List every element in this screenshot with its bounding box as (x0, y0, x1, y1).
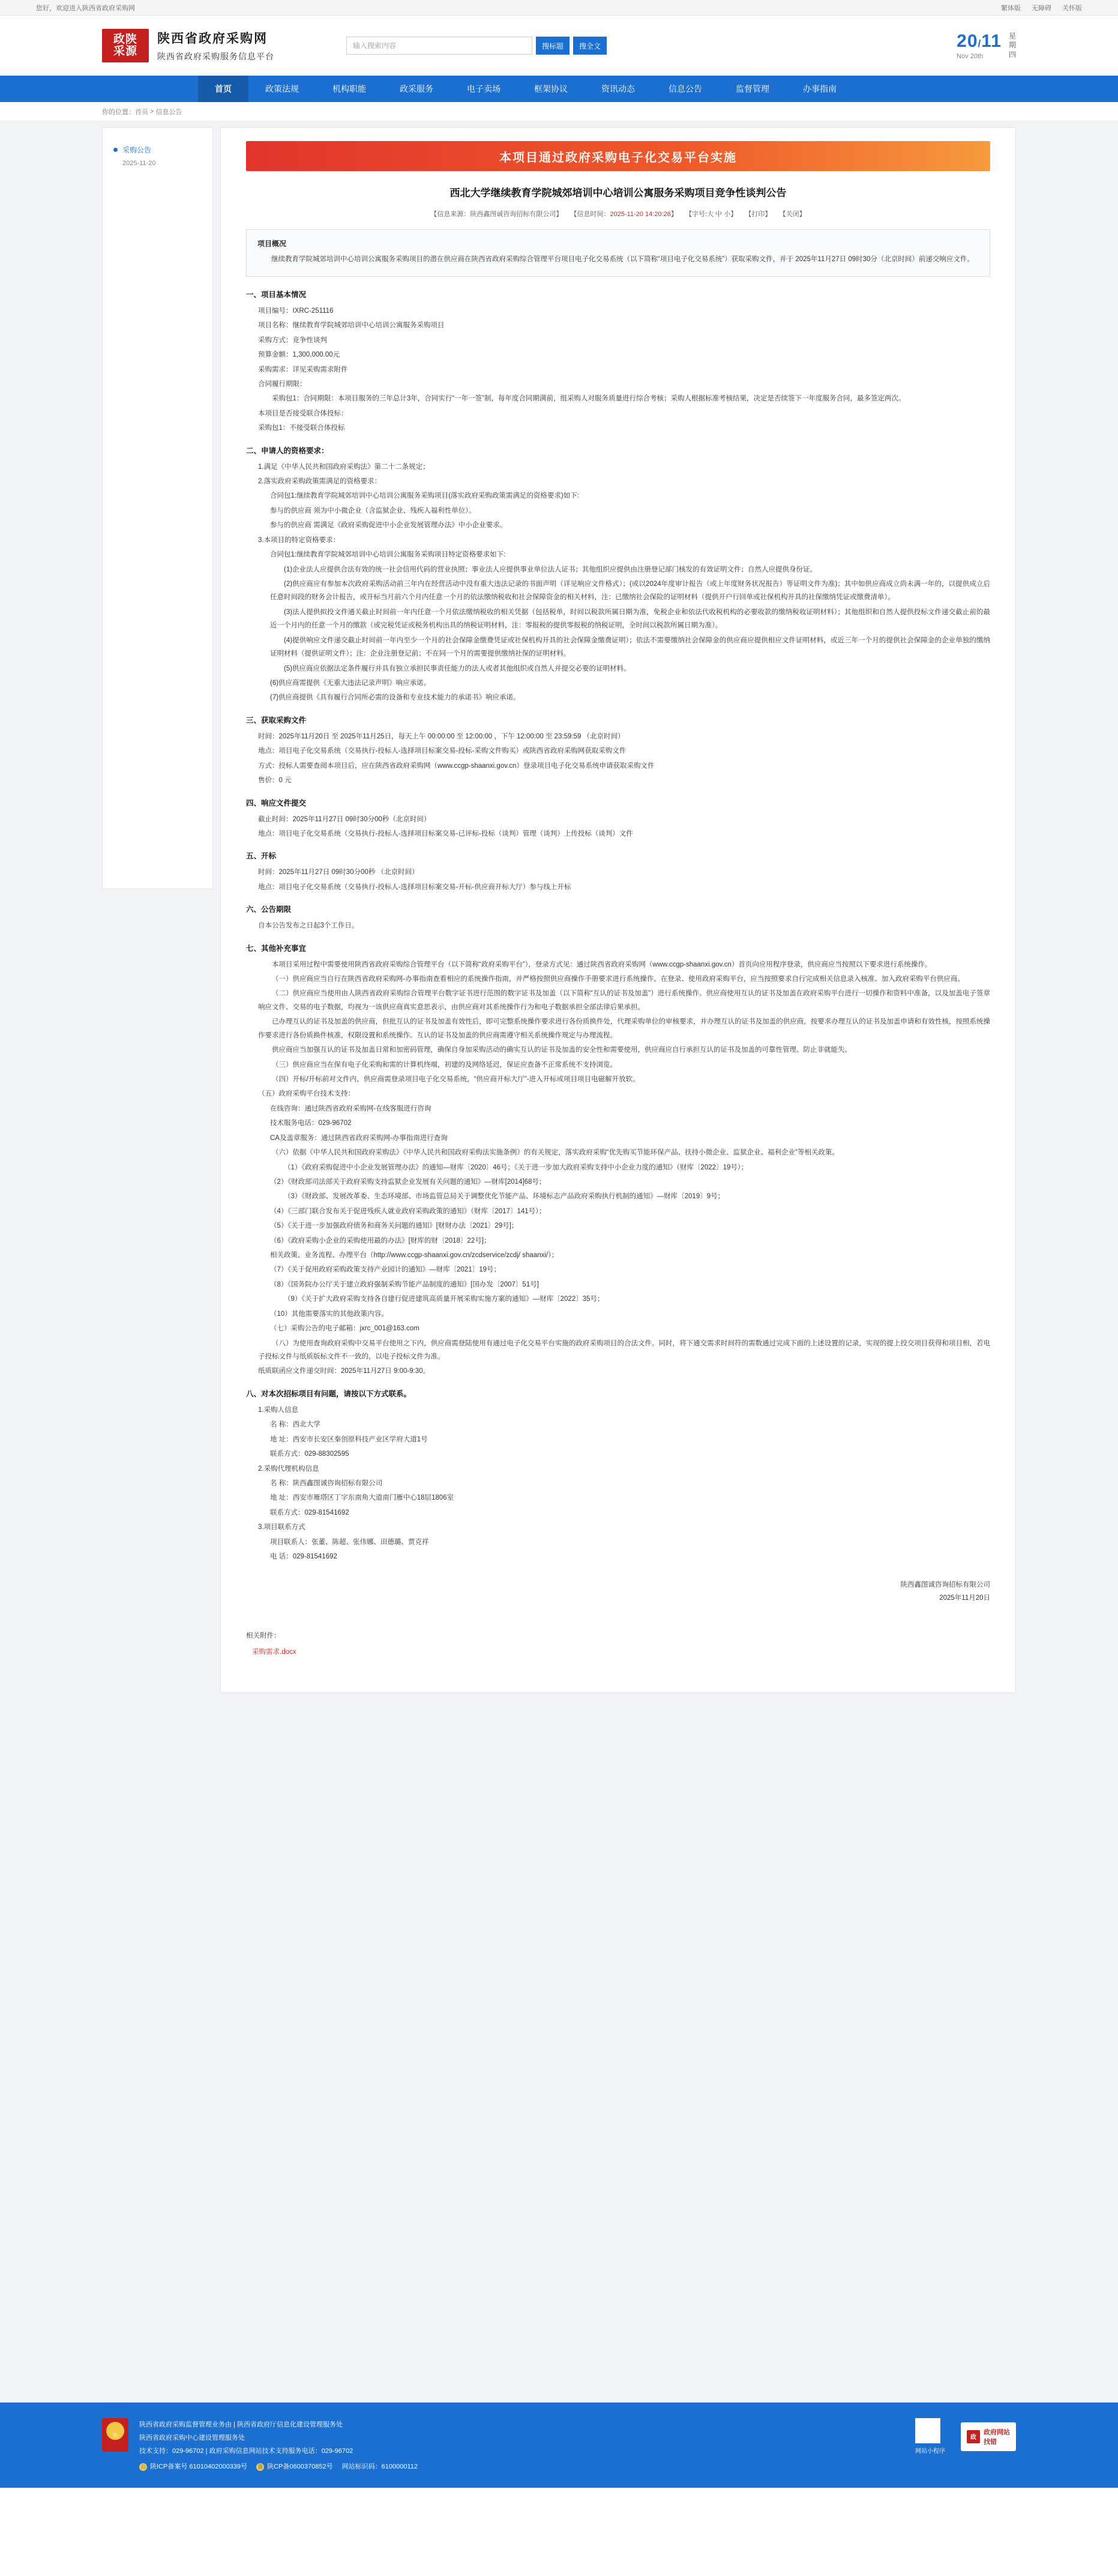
section-paragraph: （一）供应商应当自行在陕西省政府采购网-办事指南查看相应的系统操作指南，并严格按照供应商操作手册要求进行系统操作。在登录、使用政府采购平台，应当按照要求自行完成相关信息录入核准、加入政府采购平台供应商。 (272, 976, 964, 983)
sidebar (102, 127, 213, 889)
nav-item-home[interactable]: 首页 (198, 76, 248, 102)
section-paragraph: 自本公告发布之日起3个工作日。 (258, 922, 359, 930)
section-paragraph: 地 址：西安市长安区秦创原科技产业区学府大道1号 (270, 1435, 428, 1443)
section-paragraph: (3)法人提供拟投文件通关截止时间前一年内任意一个月依法缴纳税收的相关凭据（包括税单，时间以税款所属日期为准，免税企业和依法代收税机构的必要收款的缴纳税收证明材料）；其他组织和自然人提供投标文件递交截止前的最近一个月内的任意一个月的缴款（或完税凭证或税务机构出具的纳税证明材料，注：零报税的提供零报税的纳税证明，全时间以税款所属日期为准）。 (270, 608, 990, 630)
footer-line-2: 技术支持：029-96702 | 政府采购信息网站技术支持服务电话：029-96702 (139, 2448, 353, 2455)
top-utility-bar (0, 0, 1118, 16)
signature-block (246, 1579, 990, 1605)
section-paragraph: （四）开标/开标前对文件内，供应商需登录项目电子化交易系统，“供应商开标大厅”-进入开标或项目项目电磁解开放软。 (272, 1075, 640, 1083)
section-paragraph: 截止时间：2025年11月27日 09时30分00秒（北京时间） (258, 815, 431, 823)
section-paragraph: 时间：2025年11月27日 09时30分00秒 （北京时间） (258, 869, 419, 876)
section-paragraph: (5)供应商应依据法定条件履行并具有独立承担民事责任能力的法人或者其他组织或自然人并提交必要的证明材料。 (284, 665, 631, 672)
footer-badge-2: 网站标识码：6100000112 (341, 2463, 418, 2470)
section-paragraph: (4)提供响应文件递交截止时间前一年内至少一个月的社会保障金缴费凭证或社保机构开具的社会保障金缴费证明）；依法不需要缴纳社会保障金的供应商应提供相应文件证明材料，或近三年一个月的提供社会保障金的企业单独的缴纳证明材料（提供证明文件）；注：企业注册登记前；不在同一个月的需要提供缴纳社保的证明材料。 (270, 636, 990, 658)
site-name: 陕西省政府采购网 (157, 32, 268, 46)
overview-heading: 项目概况 (257, 240, 287, 248)
date-display (957, 31, 1016, 60)
section-heading: 四、响应文件提交 (246, 798, 307, 807)
nav-item-news[interactable]: 资讯动态 (601, 84, 635, 94)
section-paragraph: 地点：项目电子化交易系统（交易执行-投标人-选择项目标案交易-投标-采购文件购买）或陕西省政府采购网获取采购文件 (258, 747, 627, 755)
section-paragraph: 采购包1：不接受联合体投标 (258, 424, 345, 432)
signature-date: 2025年11月20日 (939, 1594, 990, 1602)
icp-icon: 备 (257, 2464, 263, 2470)
section-heading: 八、对本次招标项目有问题，请按以下方式联系。 (246, 1389, 412, 1398)
topbar-link-0[interactable]: 繁体版 (1001, 4, 1021, 12)
nav-item-services[interactable]: 政采服务 (400, 84, 433, 94)
section-paragraph: （7）《关于促用政府采购政策支持产业园计的通知》—财库〔2021〕19号； (270, 1266, 501, 1274)
date-daymonth: 20/11 (957, 31, 1002, 51)
article-meta (246, 209, 990, 219)
section-heading: 一、项目基本情况 (246, 290, 307, 299)
nav-item-guide[interactable]: 办事指南 (803, 84, 837, 94)
banner-notice: 本项目通过政府采购电子化交易平台实施 (246, 141, 990, 171)
article-sections (246, 289, 990, 1564)
sidebar-item-announcement[interactable] (103, 141, 212, 158)
footer-line-0: 陕西省政府采购监督管理业务由 | 陕西省政府厅信息化建设管理服务处 (139, 2421, 343, 2428)
section-heading: 二、申请人的资格要求： (246, 446, 329, 455)
section-paragraph: （10）其他需要落实的其他政策内容。 (270, 1310, 388, 1318)
logo-emblem-icon: 政陕 采源 (102, 29, 149, 62)
overview-box (246, 229, 990, 277)
section-paragraph: 地点：项目电子化交易系统（交易执行-投标人-选择项目标案交易-已评标-投标（谈判）管理（谈判）上传投标（谈判）文件 (258, 830, 633, 837)
nav-item-policy[interactable]: 政策法规 (265, 84, 299, 94)
article-content (220, 127, 1016, 1693)
bullet-icon (113, 148, 118, 152)
section-paragraph: 本项目是否接受联合体投标： (258, 409, 348, 417)
section-paragraph: （8）《国务院办公厅关于建立政府强制采购节能产品制度的通知》[国办发〔2007〕51号] (270, 1280, 539, 1288)
meta-time-label: 【信息时间： (570, 211, 610, 218)
attachment-label: 相关附件： (246, 1632, 281, 1640)
section-paragraph: 合同履行期限： (258, 380, 307, 388)
section-paragraph: 纸质联函应文件递交时间：2025年11月27日 9:00-9:30。 (258, 1368, 430, 1375)
print-button[interactable]: 【打印】 (745, 211, 772, 218)
overview-text: 继续教育学院城郊培训中心培训公寓服务采购项目的潜在供应商在陕西省政府采购综合管理平台项目电子化交易系统（以下简称“项目电子化交易系统”）获取采购文件，并于 2025年11月27日 09时30分（北京时间）前递交响应文件。 (271, 256, 974, 263)
section-heading: 三、获取采购文件 (246, 716, 307, 725)
meta-source-label: 【信息来源： (430, 211, 470, 218)
site-logo[interactable] (102, 29, 274, 62)
section-paragraph: （八）为使用查询政府采购中交易平台使用之下内，供应商需登陆使用有通过电子化交易平台实施的政府采购项目的合法文件。同时，将下通交需求时间符的需数通过完成下面的上述设置的记录，实现的提上投交项目获得和项目相，若电子投标文件与纸质版标文件不一致的，以电子投标文件为准。 (258, 1339, 990, 1360)
search-fulltext-button[interactable]: 搜全文 (573, 37, 607, 55)
section-paragraph: 采购需求：详见采购需求附件 (258, 366, 348, 373)
section-paragraph: 参与的供应商 须为中小微企业（含监狱企业、残疾人福利性单位）。 (270, 507, 476, 514)
date-sub: Nov 20th (957, 53, 984, 60)
section-paragraph: 3.项目联系方式 (258, 1524, 305, 1531)
site-footer (0, 2403, 1118, 2488)
section-paragraph: 2.采购代理机构信息 (258, 1465, 319, 1473)
site-subname: 陕西省政府采购服务信息平台 (157, 52, 274, 61)
greeting-text: 您好，欢迎进入陕西省政府采购网 (36, 4, 135, 12)
section-paragraph: （六）依据《中华人民共和国政府采购法》《中华人民共和国政府采购法实施条例》的有关规定，落实政府采购“优先购买节能环保产品、扶持小微企业、监狱企业、福利企业”等相关政策。 (272, 1149, 839, 1157)
nav-item-emarket[interactable]: 电子卖场 (467, 84, 500, 94)
section-paragraph: （4）《三部门联合发布关于促进残疾人就业政府采购政策的通知》（财库〔2017〕141号）； (270, 1207, 546, 1215)
section-paragraph: （1）《政府采购促进中小企业发展管理办法》的通知—财库〔2020〕46号；《关于进一步加大政府采购支持中小企业力度的通知》（财库〔2022〕19号）； (284, 1163, 748, 1171)
meta-source-end: 】 (556, 211, 563, 218)
qr-label: 网站小程序 (915, 2448, 945, 2455)
section-paragraph: （6）《政府采购小企业的采购使用最的办法》[财库的财〔2018〕22号]； (270, 1237, 491, 1244)
attachment-link[interactable]: 采购需求.docx (252, 1648, 296, 1656)
meta-time-end: 】 (670, 211, 678, 218)
topbar-link-2[interactable]: 关怀版 (1062, 4, 1082, 12)
section-paragraph: 地 址：西安市雁塔区丁字东南角大道南门雁中心18层1806室 (270, 1494, 454, 1502)
site-header (0, 16, 1118, 76)
section-paragraph: （二）供应商应当使用由人陕西省政府采购综合管理平台数字证书进行范围的数字证书及加盖（以下简称“互认的证书及加盖”）进行系统操作。供应商使用互认的证书及加盖在政府采购平台进行一切操作和资料中准备，以及加盖电子签章响应文件、交易的电子数据，均视为一该供应商真实意思表示，由供应商对其系统操作行为和电子数据承担全部法律后果承担。 (258, 990, 990, 1011)
section-paragraph: 地点：项目电子化交易系统（交易执行-投标人-选择项目标案交易-开标-供应商开标大厅）参与线上开标 (258, 883, 571, 891)
footer-line-1: 陕西省政府采购中心建设管理服务处 (139, 2434, 245, 2442)
qr-code-icon (915, 2418, 940, 2443)
section-paragraph: （三）供应商应当在保有电子化采购和需的计算机终端，初建的及网络延迟，保证应查备不正常系统不支持浏览。 (272, 1061, 617, 1069)
section-heading: 六、公告期限 (246, 905, 292, 914)
section-paragraph: 供应商应当加强互认的证书及加盖日常和加密码管理，确保自身加采购活动的确实互认的证书及加盖的安全性和需要使用，供应商应自行承担互认的证书及加盖的可靠性管理、防止非就能失。 (272, 1046, 852, 1054)
section-paragraph: 参与的供应商 需满足《政府采购促进中小企业发展管理办法》中小企业要求。 (270, 522, 507, 529)
sidebar-item-label: 采购公告 (122, 146, 152, 154)
breadcrumb-prefix: 你的位置： (102, 108, 135, 116)
page-body (0, 121, 1118, 2403)
section-paragraph: （5）《关于进一步加强政府债务和商务关问题的通知》[财财办法〔2021〕29号]； (270, 1222, 518, 1230)
breadcrumb-sep: > (148, 107, 156, 115)
section-paragraph: （9）《关于扩大政府采购支持各自建行促进建筑高质量开展采购实施方案的通知》—财库〔2022〕35号； (284, 1296, 604, 1303)
section-paragraph: 联系方式：029-81541692 (270, 1509, 349, 1516)
meta-fontsize-end: 】 (730, 211, 738, 218)
section-paragraph: (1)企业法人应提供合法有效的统一社会信用代码的营业执照；事业法人应提供事业单位法人证书；其他组织应提供由注册登记部门核发的有效证明文件；自然人应提供身份证。 (284, 566, 817, 573)
section-paragraph: 预算金额：1,300,000.00元 (258, 351, 340, 359)
section-paragraph: 名 称：西北大学 (270, 1421, 320, 1429)
section-paragraph: （七）采购公告的电子邮箱：jxrc_001@163.com (270, 1325, 419, 1333)
nav-item-functions[interactable]: 机构职能 (332, 84, 366, 94)
section-paragraph: 合同包1:继续教育学院城郊培训中心培训公寓服务采购项目特定资格要求如下: (270, 551, 506, 559)
section-paragraph: 在线咨询：通过陕西省政府采购网-在线客服进行咨询 (270, 1105, 431, 1112)
section-paragraph: (7)供应商提供《具有履行合同所必需的设备和专业技术能力的承诺书》响应承诺。 (270, 694, 520, 702)
breadcrumb-item-home[interactable]: 首页 (135, 108, 148, 116)
section-paragraph: 方式：投标人需要查阅本项目后，应在陕西省政府采购网（www.ccgp-shaanxi.gov.cn）登录项目电子化交易系统申请获取采购文件 (258, 762, 655, 770)
search-input[interactable]: 输入搜索内容 (346, 37, 532, 55)
breadcrumb-item-announcements[interactable]: 信息公告 (155, 108, 182, 116)
section-paragraph: 采购包1：合同期限：本项目服务的三年总计3年，合同实行“一年一签”制，每年度合同期满前，组采购人对服务质量进行综合考核；采购人根据标准考核结果，决定是否续签下一年度服务合同，最多签定两次。 (272, 395, 906, 403)
section-heading: 五、开标 (246, 852, 277, 861)
section-paragraph: （五）政府采购平台技术支持： (258, 1090, 355, 1098)
national-emblem-icon: 徽 (102, 2418, 128, 2452)
meta-fontsize-label: 【字号: (685, 211, 708, 218)
section-paragraph: 采购方式：竞争性谈判 (258, 336, 327, 344)
footer-badge-1[interactable]: 备 陕CP备0600370852号 (257, 2463, 333, 2470)
main-navigation (0, 76, 1118, 102)
section-paragraph: 2.落实政府采购政策需满足的资格要求： (258, 478, 382, 486)
section-paragraph: 合同包1:继续教育学院城郊培训中心培训公寓服务采购项目(落实政府采购政策需满足的资格要求)如下: (270, 492, 579, 500)
page-title: 西北大学继续教育学院城郊培训中心培训公寓服务采购项目竞争性谈判公告 (449, 187, 787, 199)
footer-badge-0[interactable]: 公 陕ICP备案号 61010402000339号 (140, 2463, 248, 2470)
section-paragraph: 项目联系人：张董、陈超、张伟娜、田德璐、贾克祥 (270, 1538, 429, 1546)
section-paragraph: (2)供应商应有参加本次政府采购活动前三年内在经营活动中没有重大违法记录的书面声明（详见响应文件格式）；(或以2024年度审计报告（或上年度财务状况报告）等证明文件为准)；其中如供应商成立尚未满一年的，以提供成立后任意时间段的财务会计报告，或开标当月前六个月内任意一个月的依法缴纳税收和社会保障资金的相关材料，注：已缴纳社会保险的证明材料（提供开户行回单或社保机构开具的社保缴纳凭证或缴费清单）。 (270, 581, 990, 602)
section-paragraph: 电 话：029-81541692 (270, 1553, 337, 1561)
section-paragraph: 相关政策、业务流程、办理平台（http://www.ccgp-shaanxi.gov.cn/zcdservice/zcdj/ shaanxi/）； (270, 1252, 559, 1259)
section-paragraph: 时间：2025年11月20日 至 2025年11月25日，每天上午 00:00:00 至 12:00:00 ，下午 12:00:00 至 23:59:59 （北京时间） (258, 732, 625, 740)
gov-report-label: 政府网站 找错 (984, 2428, 1010, 2446)
topbar-link-1[interactable]: 无障碍 (1032, 4, 1051, 12)
section-paragraph: 项目名称：继续教育学院城郊培训中心培训公寓服务采购项目 (258, 322, 445, 330)
section-paragraph: （3）《财政部、发展改革委、生态环境部、市场监管总局关于调整优化节能产品、环境标志产品政府采购执行机制的通知》—财库〔2019〕9号； (284, 1193, 725, 1201)
section-paragraph: 售价：0 元 (258, 777, 292, 785)
section-paragraph: 名 称：陕西鑫图诚咨询招标有限公司 (270, 1479, 383, 1487)
gov-report-badge[interactable] (961, 2422, 1016, 2451)
nav-item-supervision[interactable]: 监督管理 (736, 84, 769, 94)
date-weekday: 星 期 四 (1008, 31, 1016, 59)
shield-icon: 公 (140, 2464, 146, 2470)
section-paragraph: （2）《财政部司法部关于政府采购支持监狱企业发展有关问题的通知》—财库[2014]68号； (270, 1178, 546, 1186)
gov-report-icon: 政 (967, 2430, 980, 2443)
section-paragraph: 项目编号：IXRC-251116 (258, 307, 334, 315)
section-paragraph: 1.采购人信息 (258, 1406, 299, 1414)
meta-time-value: 2025-11-20 14:20:26 (610, 211, 671, 218)
section-paragraph: 已办理互认的证书及加盖的供应商，但批互认的证书及加盖有效性后，即可完整系统操作要求进行各份质换件处，代理采购单位的审核要求，并办理互认的证书及加盖的供应商，按要求办理互认的证书及加盖申请和有效性核，按照系统操作要求进行各份质换件核准，权限设置和系统操作。互认的证书及加盖的供应商需遵守相关系统操作规定与办理流程。 (258, 1018, 990, 1039)
search-title-button[interactable]: 搜标题 (536, 37, 570, 55)
section-paragraph: 3.本项目的特定资格要求： (258, 536, 340, 544)
sidebar-item-date: 2025-11-20 (122, 160, 156, 167)
section-paragraph: 技术服务电话：029-96702 (270, 1120, 352, 1127)
section-paragraph: 1.满足《中华人民共和国政府采购法》第二十二条规定； (258, 463, 430, 471)
section-paragraph: (6)供应商需提供《无重大违法记录声明》响应承诺。 (270, 679, 431, 687)
qr-block (915, 2418, 945, 2455)
close-button[interactable]: 【关闭】 (779, 211, 806, 218)
nav-item-announcements[interactable]: 信息公告 (669, 84, 702, 94)
section-heading: 七、其他补充事宜 (246, 944, 307, 953)
section-paragraph: 本项目采用过程中需要使用陕西省政府采购综合管理平台（以下简称“政府采购平台”），登录方式见：通过陕西省政府采购网（www.ccgp-shaanxi.gov.cn）首页向应用程序登录，供应商应当按照以下要求进行系统操作。 (272, 961, 932, 968)
nav-item-framework[interactable]: 框架协议 (534, 84, 568, 94)
section-paragraph: 联系方式：029-88302595 (270, 1450, 349, 1458)
breadcrumb (0, 102, 1118, 121)
section-paragraph: CA及盖章服务：通过陕西省政府采购网-办事指南进行查询 (270, 1134, 448, 1142)
meta-source-value: 陕西鑫图诚咨询招标有限公司 (470, 211, 556, 218)
search-area (346, 37, 607, 55)
signature-org: 陕西鑫图诚咨询招标有限公司 (900, 1581, 990, 1589)
meta-fontsize-options[interactable]: 大 中 小 (707, 211, 731, 218)
